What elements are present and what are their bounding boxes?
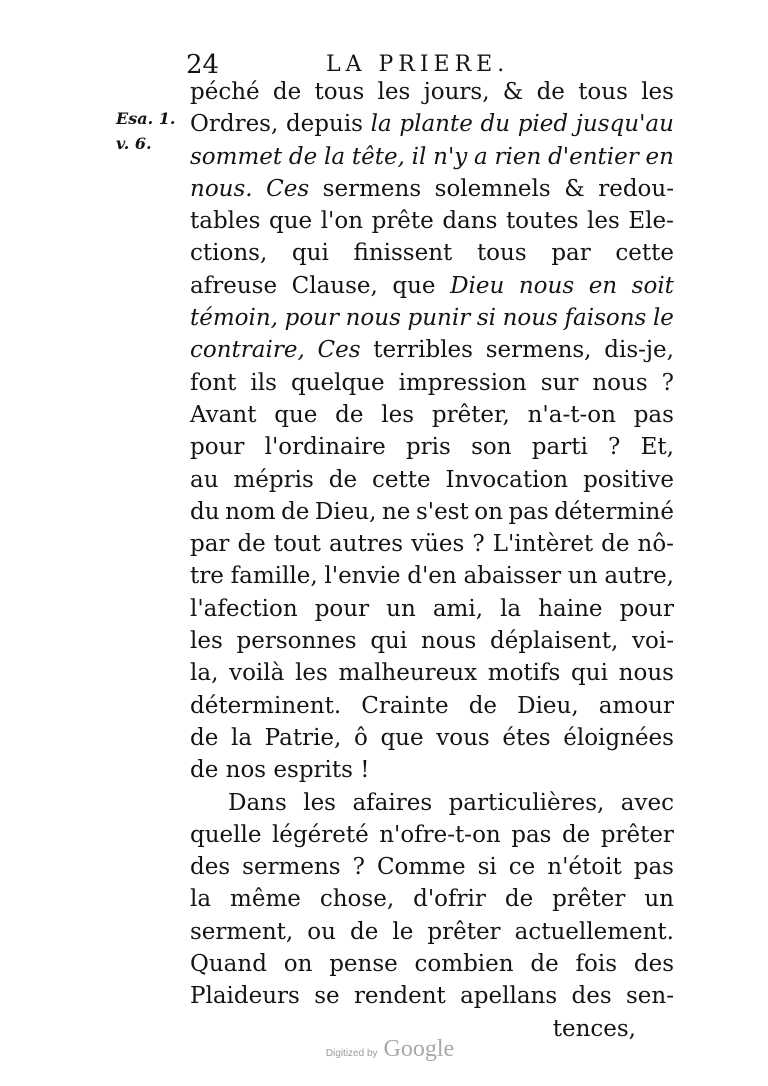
word: terribles: [373, 337, 473, 364]
word: pas: [511, 821, 552, 848]
word: la,: [190, 660, 219, 687]
word: les: [377, 79, 411, 105]
word: voilà: [229, 660, 285, 687]
word: un: [567, 563, 598, 590]
word: s'est: [415, 498, 469, 525]
word: tre: [190, 563, 224, 590]
text-line: [190, 431, 674, 463]
word: de: [349, 918, 379, 945]
word: sermens: [242, 854, 341, 881]
word: de: [468, 692, 498, 719]
margin-reference: [116, 106, 180, 156]
word: Dieu: [450, 272, 505, 299]
word: solemnels: [434, 175, 551, 202]
word: prêter: [427, 918, 501, 945]
word: rendent: [353, 983, 446, 1010]
word: des: [633, 951, 674, 978]
word: vües: [411, 531, 465, 558]
word: témoin,: [190, 305, 278, 332]
word: tout: [273, 531, 321, 558]
word: jours,: [423, 79, 490, 105]
word: les: [190, 628, 223, 655]
word: Clause,: [291, 272, 378, 299]
word: Dieu,: [314, 498, 377, 525]
word: en: [588, 272, 618, 299]
text-line: [190, 528, 674, 560]
word: autres: [328, 531, 404, 558]
margin-reference-line: Esa. 1.: [116, 109, 176, 128]
word: parti: [531, 434, 588, 461]
word: pied: [517, 111, 569, 138]
text-line: [190, 883, 674, 915]
word: l'afection: [190, 595, 298, 622]
word: ?: [472, 531, 485, 558]
text-line: [190, 560, 674, 592]
google-logo: Google: [383, 1036, 455, 1062]
word: de: [530, 951, 559, 978]
word: contraire,: [190, 337, 305, 364]
word: on: [283, 951, 313, 978]
text-line: [190, 787, 674, 819]
word: si: [477, 854, 497, 881]
text-line: [190, 108, 674, 140]
word: nous.: [190, 175, 253, 202]
word: au: [190, 466, 219, 493]
word: les: [295, 660, 328, 687]
word: nô-: [637, 531, 674, 558]
word: si: [476, 305, 496, 332]
word: un: [644, 886, 674, 913]
word: déplaisent,: [490, 628, 619, 655]
word: voi-: [632, 628, 674, 655]
word: n'y: [433, 143, 468, 170]
word: quelque: [290, 369, 385, 396]
word: Quand: [190, 951, 267, 978]
word: les: [303, 789, 336, 816]
word: ?: [661, 369, 674, 396]
word: sermens,: [485, 337, 592, 364]
word: avec: [620, 789, 674, 816]
word: famille,: [230, 563, 318, 590]
word: toutes: [505, 208, 579, 235]
word: depuis: [285, 111, 363, 138]
word: il: [411, 143, 427, 170]
word: impression: [398, 369, 527, 396]
word: Et,: [640, 434, 674, 461]
word: pense: [329, 951, 398, 978]
word: un: [386, 595, 416, 622]
word: haine: [538, 595, 603, 622]
word: de: [335, 401, 364, 428]
word: Ele-: [628, 208, 674, 235]
text-line: [190, 464, 674, 496]
text-line: [190, 851, 674, 883]
word: pris: [405, 434, 451, 461]
word: Comme: [376, 854, 466, 881]
word: pas: [508, 498, 549, 525]
word: nous: [345, 305, 401, 332]
word: les: [587, 208, 620, 235]
text-line: [190, 173, 674, 205]
word: de: [504, 886, 534, 913]
word: &: [564, 175, 585, 202]
word: Dieu,: [517, 692, 579, 719]
word: que: [380, 724, 424, 751]
text-line: [190, 593, 674, 625]
word: L'intèret: [492, 531, 594, 558]
word: tous: [314, 79, 365, 105]
word: sommet: [190, 143, 283, 170]
word: la: [370, 111, 392, 138]
word: de: [328, 466, 358, 493]
word: l'on: [320, 208, 364, 235]
word: personnes: [236, 628, 357, 655]
word: serment,: [190, 918, 294, 945]
word: ne: [381, 498, 411, 525]
word: qui: [370, 628, 408, 655]
word: chose,: [319, 886, 395, 913]
word: de: [272, 79, 302, 105]
word: nom: [225, 498, 276, 525]
word: sermens: [322, 175, 422, 202]
word: pour: [619, 595, 674, 622]
word: éloignées: [563, 724, 674, 751]
word: sen-: [625, 983, 674, 1010]
text-line: [190, 302, 674, 334]
word: n'étoit: [547, 854, 622, 881]
word: Invocation: [445, 466, 569, 493]
word: ?: [608, 434, 621, 461]
word: punir: [407, 305, 471, 332]
word: déterminent.: [190, 692, 342, 719]
text-line: [190, 690, 674, 722]
word: vous: [436, 724, 490, 751]
word: Ces: [266, 175, 310, 202]
text-line: [190, 76, 674, 108]
word: afaires: [352, 789, 433, 816]
text-line: [190, 980, 674, 1012]
word: les: [381, 401, 415, 428]
word: nous: [420, 628, 477, 655]
word: Dans: [228, 789, 287, 816]
word: ce: [508, 854, 536, 881]
word: nous: [618, 660, 674, 687]
word: tête,: [351, 143, 405, 170]
word: dans: [442, 208, 498, 235]
word: l'envie: [324, 563, 401, 590]
word: fois: [575, 951, 618, 978]
word: nous: [502, 305, 558, 332]
text-line: [190, 399, 674, 431]
text-line: [190, 657, 674, 689]
margin-reference-line: v. 6.: [116, 134, 152, 153]
word: d'en: [407, 563, 457, 590]
word: son: [471, 434, 512, 461]
word: abaisser: [463, 563, 562, 590]
word: de: [281, 498, 310, 525]
word: Ces: [317, 337, 361, 364]
word: se: [314, 983, 340, 1010]
word: du: [190, 498, 220, 525]
word: apellans: [460, 983, 558, 1010]
word: prête: [371, 208, 434, 235]
word: que: [274, 401, 318, 428]
word: de: [237, 531, 266, 558]
word: ou: [307, 918, 336, 945]
word: soit: [631, 272, 674, 299]
word: pour: [314, 595, 370, 622]
text-line: [190, 722, 674, 754]
text-line: [190, 819, 674, 851]
word: la: [324, 143, 346, 170]
page-number: 24: [186, 50, 220, 80]
word: on: [474, 498, 503, 525]
word: en: [645, 143, 674, 170]
word: pas: [633, 401, 674, 428]
word: Plaideurs: [190, 983, 300, 1010]
word: tous: [578, 79, 628, 105]
digitized-footer: [300, 1036, 480, 1066]
word: motifs: [487, 660, 561, 687]
word: pas: [633, 854, 674, 881]
word: malheureux: [338, 660, 478, 687]
word: rien: [494, 143, 542, 170]
word: que: [269, 208, 313, 235]
word: n'ofre-t-on: [379, 821, 501, 848]
word: Patrie,: [264, 724, 342, 751]
word: ils: [250, 369, 277, 396]
word: nous: [518, 272, 575, 299]
word: ?: [352, 854, 365, 881]
word: ami,: [432, 595, 484, 622]
word: dis-je,: [604, 337, 674, 364]
word: Ordres,: [190, 111, 279, 138]
word: tous: [476, 240, 527, 267]
text-line: [190, 496, 674, 528]
text-line: [190, 334, 674, 366]
word: prêter,: [431, 401, 510, 428]
word: mépris: [233, 466, 314, 493]
word: pour: [284, 305, 339, 332]
text-line: [190, 948, 674, 980]
text-line: [190, 237, 674, 269]
text-line: de nos esprits !: [190, 757, 370, 784]
word: particulières,: [448, 789, 605, 816]
word: quelle: [190, 821, 262, 848]
word: la: [230, 724, 253, 751]
word: du: [480, 111, 511, 138]
word: par: [551, 240, 591, 267]
word: cette: [372, 466, 431, 493]
word: péché: [190, 79, 260, 105]
catchword: tences,: [552, 1015, 636, 1042]
word: qui: [291, 240, 329, 267]
word: de: [190, 724, 219, 751]
digitized-label: Digitized by: [325, 1048, 378, 1059]
word: autre,: [604, 563, 674, 590]
word: cette: [615, 240, 674, 267]
word: ctions,: [190, 240, 268, 267]
word: de: [536, 79, 565, 105]
word: redou-: [598, 175, 674, 202]
word: d'ofrir: [413, 886, 486, 913]
word: prêter: [600, 821, 674, 848]
text-line: [190, 916, 674, 948]
word: la: [500, 595, 522, 622]
word: l'ordinaire: [264, 434, 386, 461]
word: prêter: [552, 886, 626, 913]
word: positive: [583, 466, 674, 493]
word: afreuse: [190, 272, 278, 299]
word: sur: [540, 369, 579, 396]
word: d'entier: [548, 143, 639, 170]
word: par: [190, 531, 230, 558]
word: nous: [592, 369, 648, 396]
running-title: LA PRIERE.: [326, 52, 510, 77]
word: &: [502, 79, 524, 105]
word: des: [571, 983, 612, 1010]
word: faisons: [564, 305, 647, 332]
word: font: [190, 369, 237, 396]
word: a: [474, 143, 488, 170]
word: pour: [190, 434, 245, 461]
word: déterminé: [554, 498, 674, 525]
word: que: [392, 272, 436, 299]
word: plante: [399, 111, 473, 138]
word: le: [392, 918, 414, 945]
word: tables: [190, 208, 261, 235]
word: jusqu'au: [575, 111, 674, 138]
word: de: [561, 821, 591, 848]
word: étes: [502, 724, 551, 751]
word: actuellement.: [514, 918, 674, 945]
text-line: [190, 141, 674, 173]
word: des: [190, 854, 231, 881]
text-line: [190, 625, 674, 657]
text-line: [190, 367, 674, 399]
word: le: [652, 305, 674, 332]
body-text: [190, 76, 674, 1045]
text-line: [190, 270, 674, 302]
word: les: [641, 79, 674, 105]
word: finissent: [353, 240, 453, 267]
word: Avant: [190, 401, 257, 428]
word: de: [288, 143, 318, 170]
word: la: [190, 886, 212, 913]
word: ô: [353, 724, 368, 751]
text-line: [190, 205, 674, 237]
word: même: [230, 886, 301, 913]
word: amour: [598, 692, 674, 719]
word: n'a-t-on: [527, 401, 616, 428]
word: légéreté: [271, 821, 369, 848]
word: de: [601, 531, 630, 558]
word: combien: [414, 951, 514, 978]
word: Crainte: [361, 692, 449, 719]
word: qui: [571, 660, 608, 687]
